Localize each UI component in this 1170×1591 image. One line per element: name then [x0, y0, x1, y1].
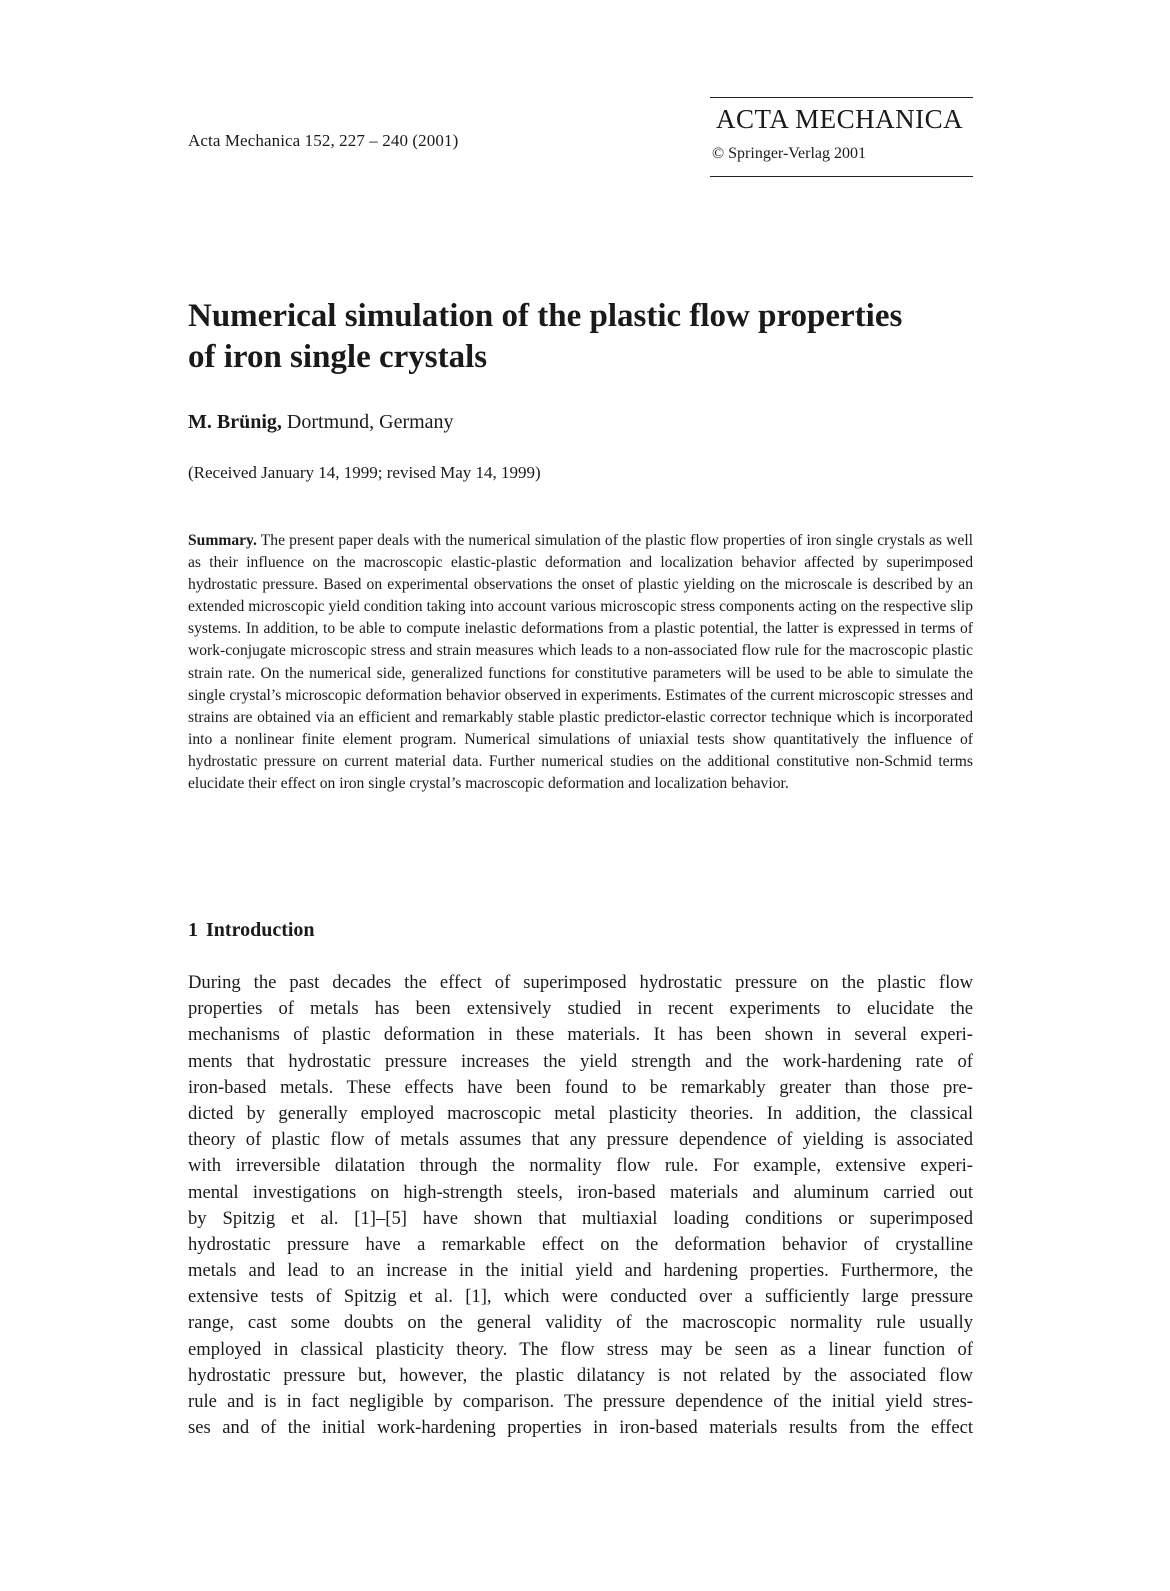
header-rule-bottom: [710, 176, 973, 177]
summary-label: Summary.: [188, 532, 257, 549]
body-line: ments that hydrostatic pressure increases the yield strength and the work-hardening rate of: [188, 1050, 973, 1072]
section-number: 1: [188, 919, 198, 941]
journal-header-box: [710, 97, 973, 178]
body-line: hydrostatic pressure have a remarkable effect on the deformation behavior of crystalline: [188, 1233, 973, 1255]
summary-paragraph: [188, 530, 973, 795]
body-line: hydrostatic pressure but, however, the plastic dilatancy is not related by the associated flow: [188, 1364, 973, 1386]
author-line: [188, 411, 454, 434]
body-line: employed in classical plasticity theory. The flow stress may be seen as a linear function of: [188, 1338, 973, 1360]
body-line: properties of metals has been extensively studied in recent experiments to elucidate the: [188, 998, 973, 1020]
copyright-notice: © Springer-Verlag 2001: [712, 145, 867, 162]
body-line: theory of plastic flow of metals assumes that any pressure dependence of yielding is associated: [188, 1129, 973, 1151]
article-title: [188, 296, 978, 378]
author-affiliation: Dortmund, Germany: [281, 411, 454, 433]
body-line: mechanisms of plastic deformation in these materials. It has been shown in several experi-: [188, 1024, 973, 1046]
body-line: iron-based metals. These effects have been found to be remarkably greater than those pre-: [188, 1076, 973, 1098]
body-line: metals and lead to an increase in the initial yield and hardening properties. Furthermore, the: [188, 1260, 973, 1282]
body-line: rule and is in fact negligible by comparison. The pressure dependence of the initial yield stres-: [188, 1391, 973, 1412]
body-line: mental investigations on high-strength steels, iron-based materials and aluminum carried out: [188, 1181, 973, 1203]
section-title: Introduction: [206, 919, 315, 941]
received-dates: (Received January 14, 1999; revised May 14, 1999): [188, 463, 541, 482]
body-line: range, cast some doubts on the general validity of the macroscopic normality rule usually: [188, 1312, 973, 1334]
body-line: During the past decades the effect of superimposed hydrostatic pressure on the plastic flow: [188, 972, 973, 993]
body-line: ses and of the initial work-hardening properties in iron-based materials results from the effect: [188, 1417, 973, 1439]
introduction-body: [188, 970, 973, 1441]
body-line: extensive tests of Spitzig et al. [1], which were conducted over a sufficiently large pressure: [188, 1286, 973, 1308]
journal-citation: Acta Mechanica 152, 227 – 240 (2001): [188, 131, 459, 150]
section-heading: [188, 919, 315, 942]
header-rule-top: [710, 97, 973, 98]
summary-text: The present paper deals with the numerical simulation of the plastic flow properties of iron single crystals as well as their influence on the macroscopic elastic-plastic deformation and localization behavior affected by superimposed hydrostatic pressure. Based on experimental observations the onset of plastic yielding on the microscale is described by an extended microscopic yield condition taking into account various microscopic stress components acting on the respective slip systems. In addition, to be able to compute inelastic deformations from a plastic potential, the latter is expressed in terms of work-conjugate microscopic stress and strain measures which leads to a non-associated flow rule for the macroscopic plastic strain rate. On the numerical side, generalized functions for constitutive parameters will be used to be able to simulate the single crystal’s microscopic deformation behavior observed in experiments. Estimates of the current microscopic stresses and strains are obtained via an efficient and remarkably stable plastic predictor-elastic corrector technique which is incorporated into a nonlinear finite element program. Numerical simulations of uniaxial tests show quantitatively the influence of hydrostatic pressure on current material data. Further numerical studies on the additional constitutive non-Schmid terms elucidate their effect on iron single crystal’s macroscopic deformation and localization behavior.: [188, 532, 973, 793]
author-name: M. Brünig,: [188, 411, 282, 433]
journal-name: ACTA MECHANICA: [716, 104, 964, 134]
title-line: Numerical simulation of the plastic flow properties: [188, 298, 903, 334]
body-line: by Spitzig et al. [1]–[5] have shown that multiaxial loading conditions or superimposed: [188, 1207, 973, 1229]
title-line: of iron single crystals: [188, 339, 488, 375]
body-line: with irreversible dilatation through the normality flow rule. For example, extensive experi-: [188, 1155, 973, 1177]
body-line: dicted by generally employed macroscopic metal plasticity theories. In addition, the classical: [188, 1102, 973, 1124]
